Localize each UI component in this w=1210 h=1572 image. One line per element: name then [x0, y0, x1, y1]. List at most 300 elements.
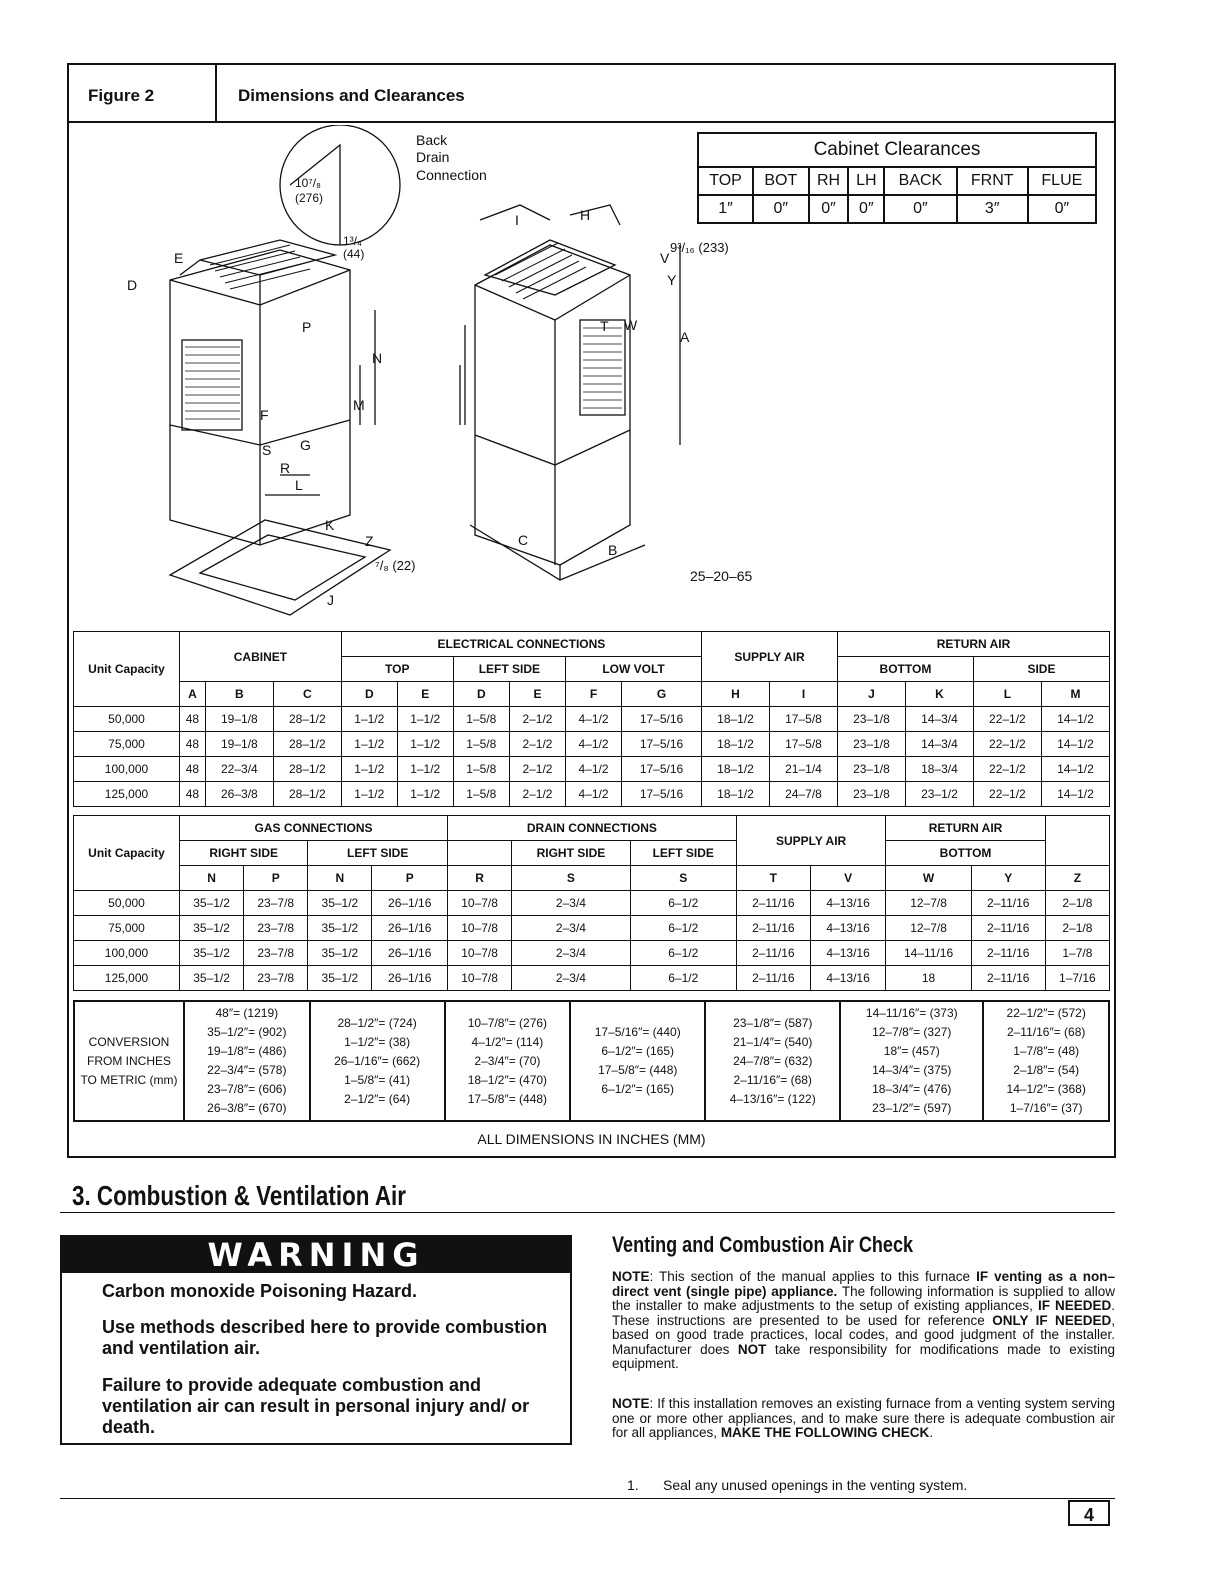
- unit-capacity-cell: 125,000: [74, 966, 180, 991]
- table-cell: 14–3/4: [905, 732, 973, 757]
- column-letter: R: [448, 866, 512, 891]
- unit-capacity-cell: 50,000: [74, 707, 180, 732]
- table-cell: 4–13/16: [810, 916, 886, 941]
- unit-capacity-cell: 50,000: [74, 891, 180, 916]
- table-row: [74, 891, 1110, 916]
- dim-letter-h: H: [580, 207, 591, 223]
- table-cell: 23–1/8: [837, 707, 905, 732]
- table-cell: 18–3/4: [905, 757, 973, 782]
- table-cell: 22–1/2: [973, 707, 1041, 732]
- step-number: 1.: [627, 1477, 639, 1493]
- table-cell: 28–1/2: [273, 757, 341, 782]
- unit-capacity-header: Unit Capacity: [74, 816, 180, 891]
- column-letter: S: [630, 866, 736, 891]
- table-cell: 4–13/16: [810, 966, 886, 991]
- table-cell: 17–5/16: [622, 757, 702, 782]
- table-cell: 28–1/2: [273, 782, 341, 807]
- unit-capacity-cell: 75,000: [74, 916, 180, 941]
- table-cell: 35–1/2: [308, 916, 372, 941]
- table-cell: 35–1/2: [308, 941, 372, 966]
- column-letter: N: [308, 866, 372, 891]
- table-cell: 14–1/2: [1041, 732, 1109, 757]
- section-title: 3. Combustion & Ventilation Air: [72, 1180, 406, 1211]
- conversion-value: 17–5/16″= (440): [594, 1025, 681, 1039]
- dim-letter-t: T: [600, 318, 609, 334]
- gas-header: GAS CONNECTIONS: [180, 816, 448, 841]
- conversion-value: 4–1/2″= (114): [471, 1034, 544, 1049]
- table-cell: 48: [180, 732, 206, 757]
- table-row: [74, 966, 1110, 991]
- dim-letter-k: K: [325, 517, 335, 533]
- table-cell: 4–13/16: [810, 891, 886, 916]
- table-cell: 18: [886, 966, 971, 991]
- table-cell: 17–5/16: [622, 782, 702, 807]
- conversion-value: 23–1/8″= (587): [733, 1015, 813, 1030]
- conversion-value: 1–1/2″= (38): [344, 1034, 411, 1049]
- conversion-value: 6–1/2″= (165): [601, 1044, 675, 1058]
- clear-value: 0″: [1028, 195, 1096, 223]
- top-header: TOP: [341, 657, 453, 682]
- clear-value: 0″: [809, 195, 849, 223]
- table-cell: 1–7/16: [1045, 966, 1109, 991]
- table-cell: 14–11/16: [886, 941, 971, 966]
- supply-air-header: SUPPLY AIR: [736, 816, 886, 866]
- dim-letter-e: E: [174, 250, 184, 266]
- conversion-value: 2–3/4″= (70): [474, 1053, 541, 1068]
- electrical-header: ELECTRICAL CONNECTIONS: [341, 632, 701, 657]
- table-cell: 28–1/2: [273, 732, 341, 757]
- column-letter: F: [566, 682, 622, 707]
- clear-value: 0″: [753, 195, 809, 223]
- table-cell: 26–1/16: [372, 941, 448, 966]
- left-side-header: LEFT SIDE: [453, 657, 565, 682]
- column-letter: P: [372, 866, 448, 891]
- column-letter: I: [770, 682, 838, 707]
- note-text: .: [929, 1425, 934, 1440]
- dimensions-table-1: [73, 631, 1110, 807]
- table-cell: 12–7/8: [886, 891, 971, 916]
- table-cell: 2–3/4: [512, 916, 631, 941]
- table-cell: 35–1/2: [180, 891, 244, 916]
- dim-44: (44): [343, 247, 365, 261]
- table-cell: 2–11/16: [736, 916, 810, 941]
- table-cell: 2–1/2: [509, 707, 565, 732]
- conversion-value: 17–5/8″= (448): [598, 1063, 678, 1077]
- table-cell: 23–1/2: [905, 782, 973, 807]
- conversion-group: [445, 1001, 571, 1121]
- table-cell: 26–3/8: [205, 782, 273, 807]
- table-cell: 17–5/8: [770, 707, 838, 732]
- table-cell: 18–1/2: [702, 782, 770, 807]
- dim-letter-w: W: [624, 317, 638, 333]
- base-plate: [170, 520, 390, 615]
- table-cell: 22–1/2: [973, 732, 1041, 757]
- conversion-value: 35–1/2″= (902): [207, 1025, 287, 1039]
- note-text: : This section of the manual applies to this furnace: [649, 1269, 977, 1284]
- conversion-value: 26–1/16″= (662): [334, 1053, 421, 1068]
- table-cell: 48: [180, 782, 206, 807]
- column-letter: J: [837, 682, 905, 707]
- conversion-group: [840, 1001, 983, 1121]
- column-letter: E: [509, 682, 565, 707]
- conversion-value: 23–7/8″= (606): [207, 1082, 287, 1096]
- unit-capacity-cell: 125,000: [74, 782, 180, 807]
- table-cell: 4–1/2: [566, 732, 622, 757]
- back-drain-label-2: Drain: [416, 149, 450, 165]
- blank-cell: [1045, 816, 1109, 866]
- table-cell: 2–1/8: [1045, 916, 1109, 941]
- conversion-value: 14–3/4″= (375): [872, 1063, 952, 1077]
- table-cell: 19–1/8: [205, 707, 273, 732]
- dim-letter-d: D: [127, 277, 138, 293]
- clear-head: BOT: [753, 167, 809, 195]
- dim-letter-j: J: [327, 592, 334, 608]
- table-cell: 2–11/16: [971, 916, 1045, 941]
- conversion-value: 28–1/2″= (724): [337, 1015, 417, 1030]
- table-cell: 6–1/2: [630, 941, 736, 966]
- table-cell: 14–1/2: [1041, 782, 1109, 807]
- table-cell: 35–1/2: [180, 966, 244, 991]
- dim-letter-i: I: [515, 212, 519, 228]
- gas-right-side-header: RIGHT SIDE: [180, 841, 308, 866]
- column-letter: Y: [971, 866, 1045, 891]
- dim-letter-g: G: [300, 437, 311, 453]
- conversion-value: 10–7/8″= (276): [467, 1015, 548, 1030]
- table-cell: 26–1/16: [372, 916, 448, 941]
- table-cell: 10–7/8: [448, 941, 512, 966]
- table-cell: 22–3/4: [205, 757, 273, 782]
- column-letter: Z: [1045, 866, 1109, 891]
- dimensions-table-2: [73, 815, 1110, 991]
- page-number: 4: [1068, 1500, 1110, 1526]
- conversion-group: [983, 1001, 1109, 1121]
- table-cell: 35–1/2: [180, 941, 244, 966]
- table-cell: 2–1/8: [1045, 891, 1109, 916]
- table-cell: 23–7/8: [244, 891, 308, 916]
- table-cell: 1–7/8: [1045, 941, 1109, 966]
- back-drain-label-1: Back: [416, 132, 448, 148]
- conversion-value: 12–7/8″= (327): [872, 1025, 952, 1039]
- clear-head: LH: [848, 167, 884, 195]
- table-cell: 2–11/16: [736, 941, 810, 966]
- unit-capacity-cell: 100,000: [74, 757, 180, 782]
- note-text: , based on good trade practices, local codes, and good judgment of the installer. Manufacturer does: [612, 1312, 1116, 1357]
- conversion-value: 2–1/8″= (54): [1013, 1063, 1080, 1077]
- return-air-header: RETURN AIR: [837, 632, 1109, 657]
- conversion-value: 19–1/8″= (486): [207, 1044, 287, 1058]
- table-cell: 14–1/2: [1041, 707, 1109, 732]
- column-letter: A: [180, 682, 206, 707]
- table-cell: 35–1/2: [308, 891, 372, 916]
- conversion-group: [310, 1001, 445, 1121]
- section-rule: [60, 1212, 1115, 1213]
- furnace-diagram: [90, 125, 770, 625]
- note-text: : If this installation removes an existing furnace from a venting system serving one or more other appliances, and to make sure there is adequate combustion air for all appliances,: [612, 1396, 1115, 1440]
- table-cell: 14–1/2: [1041, 757, 1109, 782]
- conversion-group: [184, 1001, 310, 1121]
- conversion-value: 18–3/4″= (476): [872, 1082, 952, 1096]
- dim-letter-a: A: [680, 329, 690, 345]
- dim-7-8: ⁷/₈ (22): [375, 558, 416, 573]
- table-cell: 10–7/8: [448, 891, 512, 916]
- table-cell: 4–13/16: [810, 941, 886, 966]
- footer-rule: [60, 1498, 1115, 1499]
- conversion-value: 26–3/8″= (670): [207, 1101, 287, 1115]
- dim-1-3-4: 1³/₄: [343, 234, 362, 248]
- cabinet-header: CABINET: [180, 632, 342, 682]
- table-cell: 4–1/2: [566, 782, 622, 807]
- conversion-table: [73, 1000, 1110, 1122]
- bottom-header: BOTTOM: [886, 841, 1045, 866]
- table-row: [74, 757, 1110, 782]
- column-letter: P: [244, 866, 308, 891]
- unit-capacity-cell: 100,000: [74, 941, 180, 966]
- table-cell: 2–1/2: [509, 732, 565, 757]
- table-cell: 2–1/2: [509, 757, 565, 782]
- unit-capacity-cell: 75,000: [74, 732, 180, 757]
- table-cell: 14–3/4: [905, 707, 973, 732]
- column-letter: K: [905, 682, 973, 707]
- conversion-value: 2–1/2″= (64): [344, 1091, 411, 1106]
- column-letter: H: [702, 682, 770, 707]
- table-cell: 2–3/4: [512, 891, 631, 916]
- table-cell: 26–1/16: [372, 891, 448, 916]
- conversion-value: 48″= (1219): [215, 1006, 279, 1020]
- table-cell: 4–1/2: [566, 757, 622, 782]
- back-drain-label-3: Connection: [416, 167, 487, 183]
- column-letter: G: [622, 682, 702, 707]
- note-emphasis: NOT: [737, 1341, 767, 1357]
- conversion-value: 2–11/16″= (68): [733, 1072, 812, 1087]
- dim-letter-c: C: [518, 532, 529, 548]
- dim-letter-y: Y: [667, 272, 677, 288]
- column-letter: T: [736, 866, 810, 891]
- conversion-value: 23–1/2″= (597): [872, 1101, 952, 1115]
- table-cell: 1–1/2: [397, 757, 453, 782]
- conversion-value: 17–5/8″= (448): [467, 1091, 548, 1106]
- column-letter: M: [1041, 682, 1109, 707]
- table-cell: 6–1/2: [630, 966, 736, 991]
- right-furnace-outline: [475, 245, 630, 565]
- table-cell: 2–3/4: [512, 941, 631, 966]
- clear-head: BACK: [884, 167, 957, 195]
- conversion-group: [570, 1001, 705, 1121]
- drain-right-side-header: RIGHT SIDE: [512, 841, 631, 866]
- dim-letter-z: Z: [365, 533, 374, 549]
- dim-letter-m: M: [353, 397, 365, 413]
- table-cell: 6–1/2: [630, 891, 736, 916]
- conversion-value: 6–1/2″= (165): [601, 1082, 675, 1096]
- gas-left-side-header: LEFT SIDE: [308, 841, 448, 866]
- table-cell: 18–1/2: [702, 707, 770, 732]
- drain-header: DRAIN CONNECTIONS: [448, 816, 737, 841]
- clear-value: 3″: [957, 195, 1028, 223]
- column-letter: L: [973, 682, 1041, 707]
- table-cell: 18–1/2: [702, 757, 770, 782]
- conversion-value: 1–7/8″= (48): [1013, 1044, 1080, 1058]
- note-emphasis: IF venting as a non–direct vent (single pipe) appliance.: [612, 1269, 1116, 1299]
- right-louver: [580, 320, 625, 415]
- conversion-value: 4–13/16″= (122): [729, 1091, 816, 1106]
- warning-header: WARNING: [62, 1237, 570, 1273]
- table-cell: 1–5/8: [453, 707, 509, 732]
- table-cell: 19–1/8: [205, 732, 273, 757]
- table-cell: 1–1/2: [341, 782, 397, 807]
- part-number: 25–20–65: [690, 568, 753, 584]
- table-cell: 1–1/2: [341, 732, 397, 757]
- table-cell: 23–1/8: [837, 782, 905, 807]
- clear-head: TOP: [698, 167, 753, 195]
- note-emphasis: IF NEEDED: [1037, 1298, 1112, 1313]
- step-text: Seal any unused openings in the venting system.: [663, 1477, 968, 1493]
- conversion-value: 1–7/16″= (37): [1009, 1101, 1083, 1115]
- note-emphasis: MAKE THE FOLLOWING CHECK: [720, 1425, 930, 1440]
- table-row: [74, 707, 1110, 732]
- table-cell: 2–11/16: [736, 891, 810, 916]
- table-row: [74, 916, 1110, 941]
- table-cell: 48: [180, 707, 206, 732]
- table-cell: 1–1/2: [397, 732, 453, 757]
- conversion-label: CONVERSION FROM INCHES TO METRIC (mm): [74, 1001, 184, 1121]
- column-letter: B: [205, 682, 273, 707]
- conversion-value: 24–7/8″= (632): [733, 1053, 813, 1068]
- conversion-value: 22–3/4″= (578): [207, 1063, 287, 1077]
- clear-value: 0″: [848, 195, 884, 223]
- table-cell: 22–1/2: [973, 757, 1041, 782]
- note-label: NOTE: [612, 1269, 650, 1284]
- figure-title: Dimensions and Clearances: [238, 86, 465, 105]
- conversion-value: 18–1/2″= (470): [467, 1072, 548, 1087]
- warning-line-3: Failure to provide adequate combustion and ventilation air can result in personal injury and/ or death.: [102, 1375, 530, 1437]
- dim-9-3-16: 9³/₁₆ (233): [670, 240, 729, 255]
- conversion-value: 1–5/8″= (41): [344, 1072, 411, 1087]
- note-label: NOTE: [612, 1396, 650, 1411]
- note-emphasis: ONLY IF NEEDED: [992, 1312, 1112, 1328]
- table-cell: 23–1/8: [837, 732, 905, 757]
- table-cell: 2–11/16: [971, 966, 1045, 991]
- conversion-value: 14–1/2″= (368): [1006, 1082, 1086, 1096]
- table-cell: 35–1/2: [308, 966, 372, 991]
- table-cell: 2–1/2: [509, 782, 565, 807]
- table-cell: 21–1/4: [770, 757, 838, 782]
- venting-note-1: [612, 1270, 1115, 1372]
- dim-10-7-8: 10⁷/₈: [295, 176, 321, 190]
- column-letter: N: [180, 866, 244, 891]
- table-cell: 1–1/2: [397, 707, 453, 732]
- column-letter: C: [273, 682, 341, 707]
- column-letter: E: [397, 682, 453, 707]
- note-text: . These instructions are presented to be used for reference: [612, 1298, 1115, 1328]
- table-cell: 6–1/2: [630, 916, 736, 941]
- table-cell: 2–11/16: [971, 891, 1045, 916]
- table-cell: 26–1/16: [372, 966, 448, 991]
- conversion-value: 21–1/4″= (540): [733, 1034, 813, 1049]
- dim-letter-l: L: [295, 477, 303, 493]
- table-cell: 18–1/2: [702, 732, 770, 757]
- all-dimensions-note: ALL DIMENSIONS IN INCHES (MM): [477, 1131, 706, 1147]
- side-header: SIDE: [973, 657, 1109, 682]
- table-cell: 17–5/16: [622, 707, 702, 732]
- note-text: take responsibility for modifications made to existing equipment.: [612, 1341, 1115, 1371]
- table-row: [74, 941, 1110, 966]
- clear-value: 1″: [698, 195, 753, 223]
- column-letter: V: [810, 866, 886, 891]
- unit-capacity-header: Unit Capacity: [74, 632, 180, 707]
- table-cell: 1–1/2: [397, 782, 453, 807]
- table-cell: 23–7/8: [244, 941, 308, 966]
- table-cell: 1–5/8: [453, 732, 509, 757]
- table-row: [74, 732, 1110, 757]
- table-cell: 17–5/16: [622, 732, 702, 757]
- table-row: [74, 782, 1110, 807]
- venting-note-2: [612, 1397, 1115, 1441]
- table-cell: 35–1/2: [180, 916, 244, 941]
- clear-head: RH: [809, 167, 849, 195]
- table-cell: 1–5/8: [453, 782, 509, 807]
- table-cell: 4–1/2: [566, 707, 622, 732]
- left-louver: [182, 340, 242, 430]
- dim-letter-r: R: [280, 460, 291, 476]
- table-cell: 1–1/2: [341, 757, 397, 782]
- table-cell: 17–5/8: [770, 732, 838, 757]
- low-volt-header: LOW VOLT: [566, 657, 702, 682]
- bottom-header: BOTTOM: [837, 657, 973, 682]
- table-cell: 10–7/8: [448, 966, 512, 991]
- cabinet-clearances-table: [697, 132, 1097, 224]
- warning-line-1: Carbon monoxide Poisoning Hazard.: [102, 1281, 418, 1301]
- conversion-value: 14–11/16″= (373): [865, 1006, 958, 1020]
- table-cell: 23–1/8: [837, 757, 905, 782]
- clearances-caption: Cabinet Clearances: [698, 133, 1096, 167]
- conversion-group: [705, 1001, 840, 1121]
- table-cell: 2–3/4: [512, 966, 631, 991]
- table-cell: 1–5/8: [453, 757, 509, 782]
- table-cell: 10–7/8: [448, 916, 512, 941]
- table-cell: 23–7/8: [244, 916, 308, 941]
- figure-header-divider: [215, 63, 217, 123]
- dim-letter-b: B: [608, 542, 618, 558]
- venting-heading: Venting and Combustion Air Check: [612, 1232, 914, 1257]
- dim-276: (276): [295, 191, 324, 205]
- note-text: The following information is supplied to allow the installer to make adjustments to the setup of existing appliances,: [612, 1283, 1115, 1313]
- dim-letter-p: P: [302, 319, 312, 335]
- conversion-value: 18″= (457): [883, 1044, 940, 1058]
- clear-head: FRNT: [957, 167, 1028, 195]
- figure-label: Figure 2: [88, 86, 155, 105]
- column-letter: D: [341, 682, 397, 707]
- table-cell: 48: [180, 757, 206, 782]
- clear-head: FLUE: [1028, 167, 1096, 195]
- supply-air-header: SUPPLY AIR: [702, 632, 838, 682]
- blank-cell: [448, 841, 512, 866]
- dim-letter-v: V: [660, 250, 670, 266]
- column-letter: D: [453, 682, 509, 707]
- table-cell: 12–7/8: [886, 916, 971, 941]
- drain-left-side-header: LEFT SIDE: [630, 841, 736, 866]
- figure-header: [67, 63, 1116, 123]
- dim-letter-s: S: [262, 442, 272, 458]
- dim-letter-f: F: [260, 407, 269, 423]
- table-cell: 24–7/8: [770, 782, 838, 807]
- clear-value: 0″: [884, 195, 957, 223]
- warning-line-2: Use methods described here to provide combustion and ventilation air.: [102, 1317, 548, 1358]
- table-cell: 1–1/2: [341, 707, 397, 732]
- return-air-header: RETURN AIR: [886, 816, 1045, 841]
- table-cell: 22–1/2: [973, 782, 1041, 807]
- conversion-value: 2–11/16″= (68): [1006, 1025, 1086, 1039]
- table-cell: 23–7/8: [244, 966, 308, 991]
- conversion-value: 22–1/2″= (572): [1006, 1006, 1086, 1020]
